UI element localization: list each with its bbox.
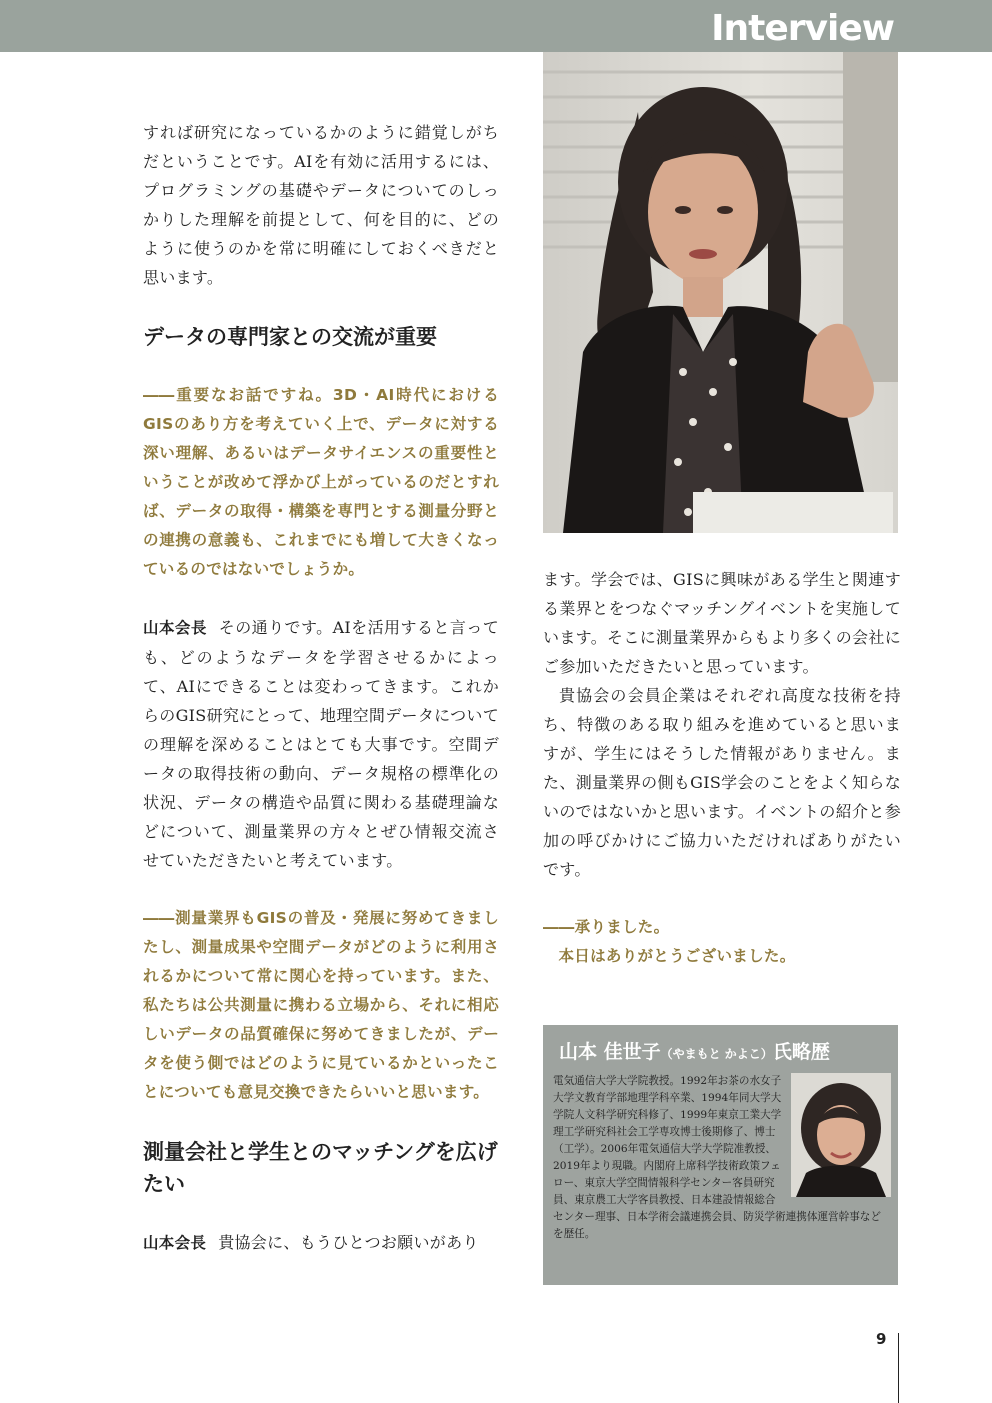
interview-photo xyxy=(543,52,898,533)
page-number: 9 xyxy=(876,1330,887,1348)
body-paragraph: ます。学会では、GISに興味がある学生と関連する業界とをつなぐマッチングイベントを実施しています。そこに測量業界からもより多くの会社にご参加いただきたいと思っています。 xyxy=(543,570,901,676)
profile-box xyxy=(543,1025,898,1285)
profile-body xyxy=(553,1073,891,1243)
interviewer-question: ――測量業界もGISの普及・発展に努めてきましたし、測量成果や空間データがどのように利用されるかについて常に関心を持っています。また、私たちは公共測量に携わる立場から、それに相応しいデータの品質確保に努めてきましたが、データを使う側ではどのように見ているかといったことについても意見交換できたらいいと思います。 xyxy=(143,909,499,1101)
left-column xyxy=(143,118,499,1287)
answer-text: 貴協会に、もうひとつお願いがあり xyxy=(218,1233,479,1252)
section-heading: データの専門家との交流が重要 xyxy=(143,324,437,349)
interviewee-photo-illustration xyxy=(543,52,898,533)
answer-text: その通りです。AIを活用すると言っても、どのようなデータを学習させるかによって、AIにできることは変わってきます。これからのGIS研究にとって、地理空間データについての理解を深めることはとても大事です。空間データの取得技術の動向、データ規格の標準化の状況、データの構造や品質に関わる基礎理論などについて、測量業界の方々とぜひ情報交流させていただきたいと考えています。 xyxy=(143,618,500,870)
interviewer-closing xyxy=(543,913,901,971)
profile-reading: （やまもと かよこ） xyxy=(660,1047,773,1061)
profile-title xyxy=(559,1037,830,1064)
section-label: Interview xyxy=(711,8,894,49)
profile-portrait-illustration xyxy=(791,1073,891,1197)
paragraph-text: 貴協会の会員企業はそれぞれ高度な技術を持ち、特徴のある取り組みを進めていると思いますが、学生にはそうした情報がありません。また、測量業界の側もGIS学会のことをよく知らないのではないかと思います。イベントの紹介と参加の呼びかけにご協力いただければありがたいです。 xyxy=(543,686,901,879)
profile-suffix: 氏略歴 xyxy=(772,1041,830,1063)
interviewer-question: ――重要なお話ですね。3D・AI時代におけるGISのあり方を考えていく上で、データに対する深い理解、あるいはデータサイエンスの重要性ということが改めて浮かび上がっているのだとすれば、データの取得・構築を専門とする測量分野との連携の意義も、これまでにも増して大きくなっているのではないでしょうか。 xyxy=(143,386,499,578)
profile-name: 山本 佳世子 xyxy=(559,1041,661,1063)
profile-photo xyxy=(791,1073,891,1197)
right-column xyxy=(543,565,901,1000)
closing-line: 本日はありがとうございました。 xyxy=(558,947,796,965)
answer-paragraph xyxy=(143,613,499,875)
body-paragraph xyxy=(543,681,901,884)
closing-line: ――承りました。 xyxy=(543,918,670,936)
speaker-name: 山本会長 xyxy=(143,1234,207,1252)
answer-paragraph xyxy=(143,1228,499,1258)
speaker-name: 山本会長 xyxy=(143,619,207,637)
page-divider xyxy=(898,1333,899,1403)
header-bar xyxy=(0,0,992,52)
section-heading: 測量会社と学生とのマッチングを広げたい xyxy=(143,1139,498,1196)
profile-bio: 電気通信大学大学院教授。1992年お茶の水女子大学文教育学部地理学科卒業、1994年同大学大学院人文科学研究科修了、1999年東京工業大学理工学研究科社会工学専攻博士後期修了、博士（工学）。2006年電気通信大学大学院准教授、2019年より現職。内閣府上席科学技術政策フェロー、東京大学空間情報科学センター客員研究員、東京農工大学客員教授、日本建設情報総合センター理事、日本学術会議連携会員、防災学術連携体運営幹事などを歴任。 xyxy=(553,1075,881,1240)
body-paragraph: すれば研究になっているかのように錯覚しがちだということです。AIを有効に活用するには、プログラミングの基礎やデータについてのしっかりした理解を前提として、何を目的に、どのように使うのかを常に明確にしておくべきだと思います。 xyxy=(143,123,499,287)
